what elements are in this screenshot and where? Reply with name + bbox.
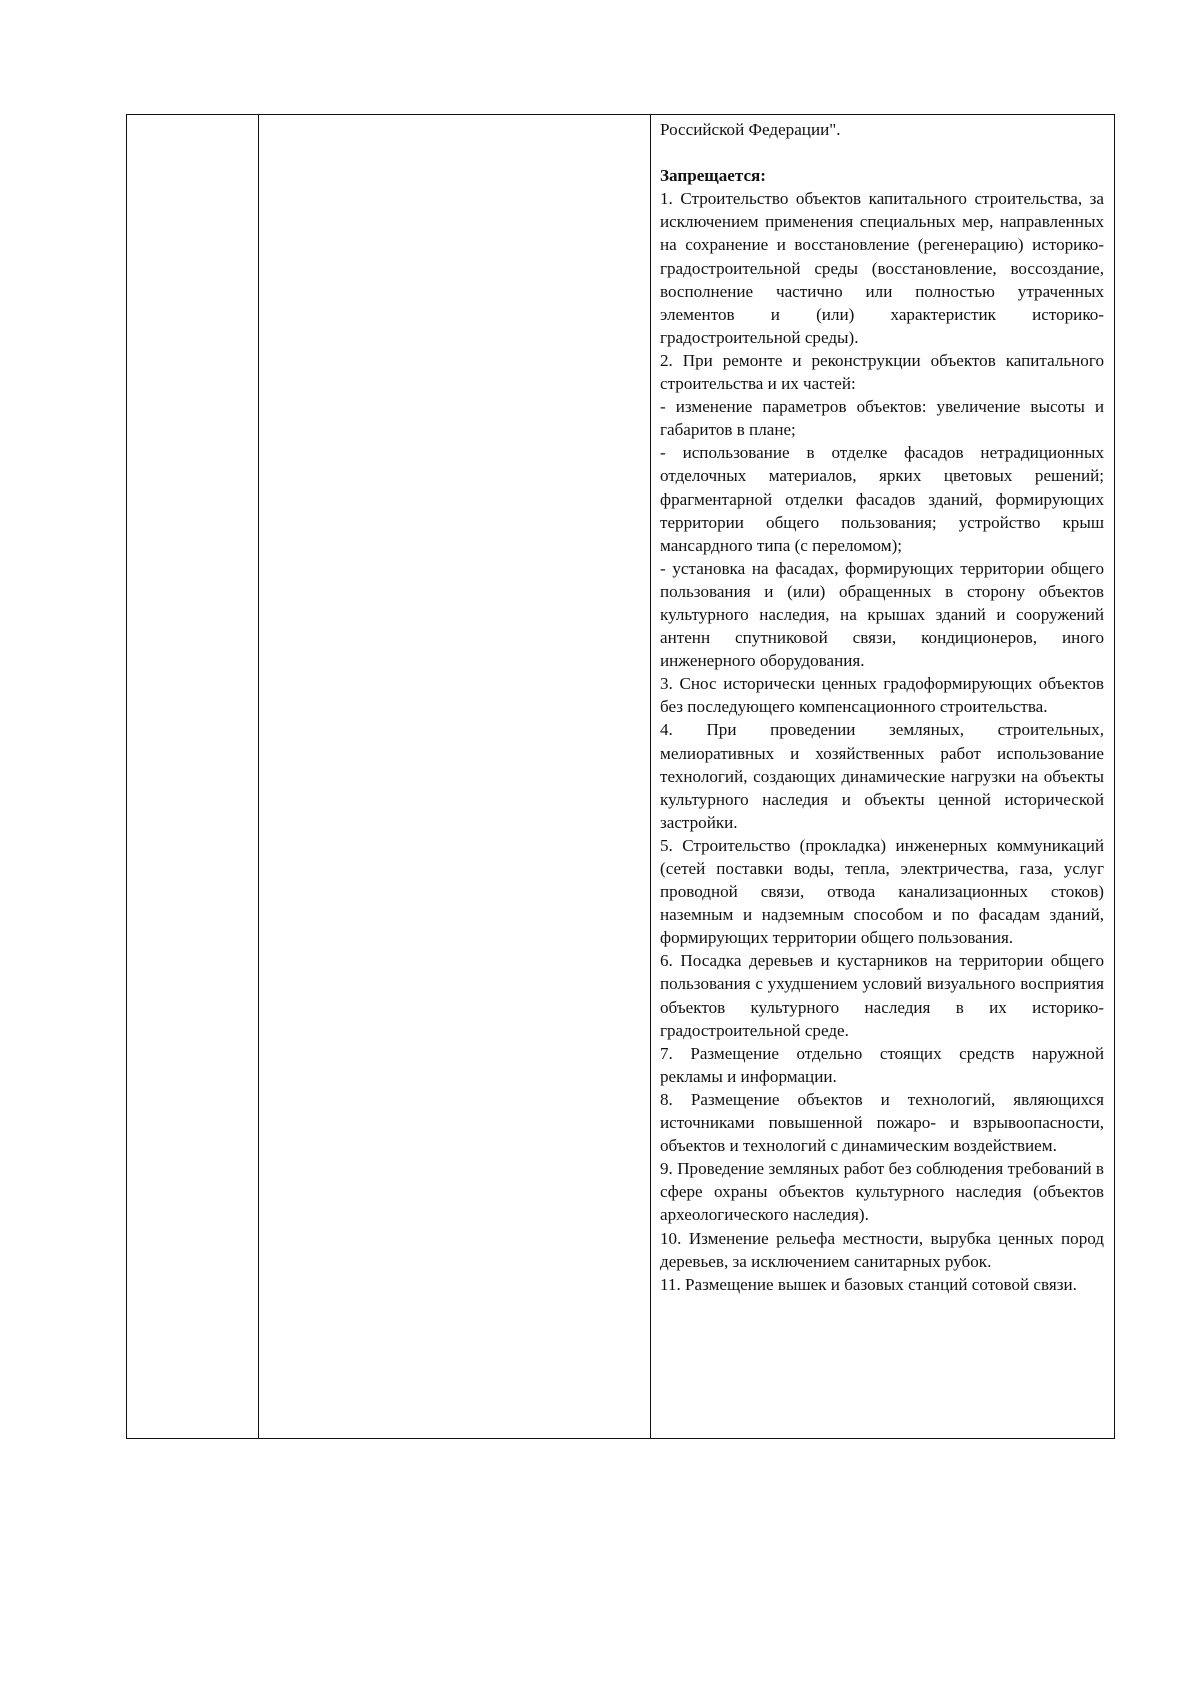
paragraph-2-item-2: - использование в отделке фасадов нетрадиционных отделочных материалов, ярких цветовых решений; фрагментарной отделки фасадов зданий, формирующих территории общего пользования; устройство крыш мансардного типа (с переломом); bbox=[660, 443, 1104, 555]
paragraph-1: 1. Строительство объектов капитального строительства, за исключением применения специальных мер, направленных на сохранение и восстановление (регенерацию) историко-градостроительной среды (восстановление, воссоздание, восполнение частично или полностью утраченных элементов и (или) характеристик историко-градостроительной среды). bbox=[660, 189, 1104, 347]
paragraph-3: 3. Снос исторически ценных градоформирующих объектов без последующего компенсационного строительства. bbox=[660, 674, 1104, 717]
prohibited-heading: Запрещается: bbox=[660, 166, 766, 186]
document-table bbox=[126, 114, 1115, 1439]
paragraph-2: 2. При ремонте и реконструкции объектов капитального строительства и их частей: bbox=[660, 350, 1104, 394]
table-cell-col3 bbox=[651, 115, 1114, 1438]
paragraph-10: 10. Изменение рельефа местности, вырубка ценных пород деревьев, за исключением санитарных рубок. bbox=[660, 1228, 1104, 1271]
paragraph-6: 6. Посадка деревьев и кустарников на территории общего пользования с ухудшением условий визуального восприятия объектов культурного наследия в их историко-градостроительной среде. bbox=[660, 951, 1104, 1040]
paragraph-7: 7. Размещение отдельно стоящих средств наружной рекламы и информации. bbox=[660, 1043, 1104, 1086]
intro-text: Российской Федерации". bbox=[660, 120, 841, 139]
blank-line bbox=[660, 141, 1104, 164]
paragraph-2-item-3: - установка на фасадах, формирующих территории общего пользования и (или) обращенных в сторону объектов культурного наследия, на крышах зданий и сооружений антенн спутниковой связи, кондиционеров, иного инженерного оборудования. bbox=[660, 558, 1104, 671]
paragraph-9: 9. Проведение земляных работ без соблюдения требований в сфере охраны объектов культурного наследия (объектов археологического наследия). bbox=[660, 1159, 1104, 1225]
paragraph-5: 5. Строительство (прокладка) инженерных коммуникаций (сетей поставки воды, тепла, электричества, газа, услуг проводной связи, отвода канализационных стоков) наземным и надземным способом и по фасадам зданий, формирующих территории общего пользования. bbox=[660, 835, 1104, 948]
paragraph-2-item-1: - изменение параметров объектов: увеличение высоты и габаритов в плане; bbox=[660, 397, 1104, 440]
paragraph-8: 8. Размещение объектов и технологий, являющихся источниками повышенной пожаро- и взрывоопасности, объектов и технологий с динамическим воздействием. bbox=[660, 1089, 1104, 1156]
table-cell-col1 bbox=[127, 115, 259, 1438]
paragraph-4: 4. При проведении земляных, строительных, мелиоративных и хозяйственных работ использование технологий, создающих динамические нагрузки на объекты культурного наследия и объекты ценной исторической застройки. bbox=[660, 720, 1104, 832]
paragraph-11: 11. Размещение вышек и базовых станций сотовой связи. bbox=[660, 1274, 1077, 1294]
table-cell-col2 bbox=[259, 115, 651, 1438]
